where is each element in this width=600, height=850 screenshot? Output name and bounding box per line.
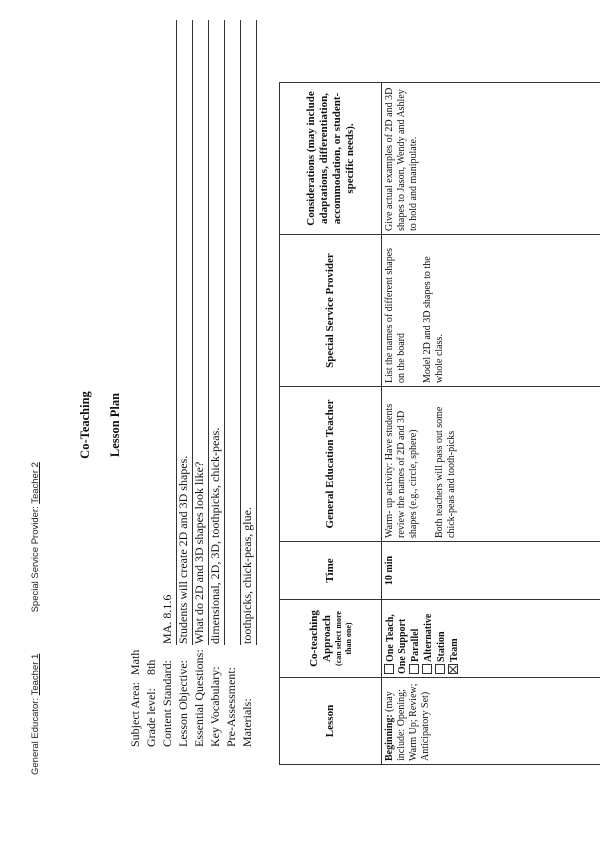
cell-gen-ed xyxy=(382,387,600,542)
general-educator-label: General Educator: xyxy=(30,697,41,775)
cell-lesson xyxy=(382,678,600,765)
approach-label: Parallel xyxy=(410,628,421,662)
info-label: Key Vocabulary: xyxy=(208,666,222,747)
lesson-stage-detail: (may include: Opening; Warm Up; Review; Anticipatory Set) xyxy=(384,683,431,761)
approach-label: Alternative xyxy=(423,613,434,662)
info-row-standard xyxy=(160,594,176,747)
approach-option xyxy=(448,603,461,674)
col-header-gen-ed: General Education Teacher xyxy=(280,387,382,542)
col-header-time: Time xyxy=(280,542,382,600)
ssp-text-2: Model 2D and 3D shapes to the whole class. xyxy=(422,256,445,383)
approach-label: Team xyxy=(449,638,460,662)
info-row-vocabulary xyxy=(208,427,224,747)
info-label: Pre-Assessment: xyxy=(224,667,238,747)
ssp-text-1: List the names of different shapes on the board xyxy=(384,247,407,383)
info-label: Subject Area: xyxy=(128,682,142,747)
checkbox-icon[interactable] xyxy=(422,664,432,674)
ssp-value: Teacher 2 xyxy=(30,462,41,504)
approach-label: Station xyxy=(436,631,447,662)
lesson-plan-table xyxy=(279,82,600,765)
info-label: Grade level: xyxy=(144,688,158,747)
info-row-subject xyxy=(128,649,144,747)
approach-label: One Teach, One Support xyxy=(385,614,408,674)
table-header-row xyxy=(280,83,382,765)
info-value: Students will create 2D and 3D shapes. xyxy=(176,455,190,644)
table-row xyxy=(382,83,600,765)
general-educator-value: Teacher 1 xyxy=(30,653,41,696)
info-row-grade xyxy=(144,659,160,747)
lesson-stage: Beginning: xyxy=(384,714,395,761)
checkbox-icon[interactable] xyxy=(384,664,394,674)
info-row-preassessment xyxy=(224,667,240,747)
approach-option xyxy=(422,603,435,674)
approach-option xyxy=(409,603,422,674)
info-label: Content Standard: xyxy=(160,660,174,747)
cell-considerations: Give actual examples of 2D and 3D shapes to Jason, Wendy and Ashley to hold and manipulate. xyxy=(382,83,600,235)
info-value: 8th xyxy=(144,659,158,675)
col-header-lesson: Lesson xyxy=(280,678,382,765)
checkbox-icon[interactable] xyxy=(435,664,445,674)
checked-checkbox-icon[interactable] xyxy=(448,664,458,674)
gen-ed-text-2: Both teachers will pass out some chick-peas and tooth-picks xyxy=(434,406,457,538)
info-row-questions xyxy=(192,461,208,747)
info-value: MA. 8.1.6 xyxy=(160,594,174,644)
info-label: Materials: xyxy=(240,698,254,747)
page-subtitle: Lesson Plan xyxy=(108,392,122,458)
col-header-ssp: Special Service Provider xyxy=(280,235,382,387)
info-label: Lesson Objective: xyxy=(176,660,190,747)
approach-header-sub: (can select more than one) xyxy=(333,611,353,666)
col-header-approach xyxy=(280,600,382,678)
ssp-label: Special Service Provider: xyxy=(30,506,41,613)
approach-option xyxy=(435,603,448,674)
approach-header-text: Co-teaching Approach xyxy=(307,610,333,667)
page-title: Co-Teaching xyxy=(78,391,92,459)
info-value: What do 2D and 3D shapes look like? xyxy=(192,461,206,644)
info-value: Math xyxy=(128,649,142,675)
cell-ssp xyxy=(382,235,600,387)
cell-approach xyxy=(382,600,600,678)
approach-option xyxy=(384,603,409,674)
col-header-considerations: Considerations (may include adaptations, differentiation, accommodation, or student- specific needs). xyxy=(280,83,382,235)
gen-ed-text-1: Warm- up activity: Have students review the names of 2D and 3D shapes (e.g., circle, sphere) xyxy=(384,403,419,538)
info-value: dimensional, 2D, 3D, toothpicks, chick-peas. xyxy=(208,427,222,644)
checkbox-icon[interactable] xyxy=(409,664,419,674)
info-row-objective xyxy=(176,455,192,747)
cell-time: 10 min xyxy=(382,542,600,600)
page-header xyxy=(30,462,41,775)
info-value: toothpicks, chick-peas, glue. xyxy=(240,507,254,644)
info-row-materials xyxy=(240,507,256,747)
info-label: Essential Questions: xyxy=(192,649,206,747)
